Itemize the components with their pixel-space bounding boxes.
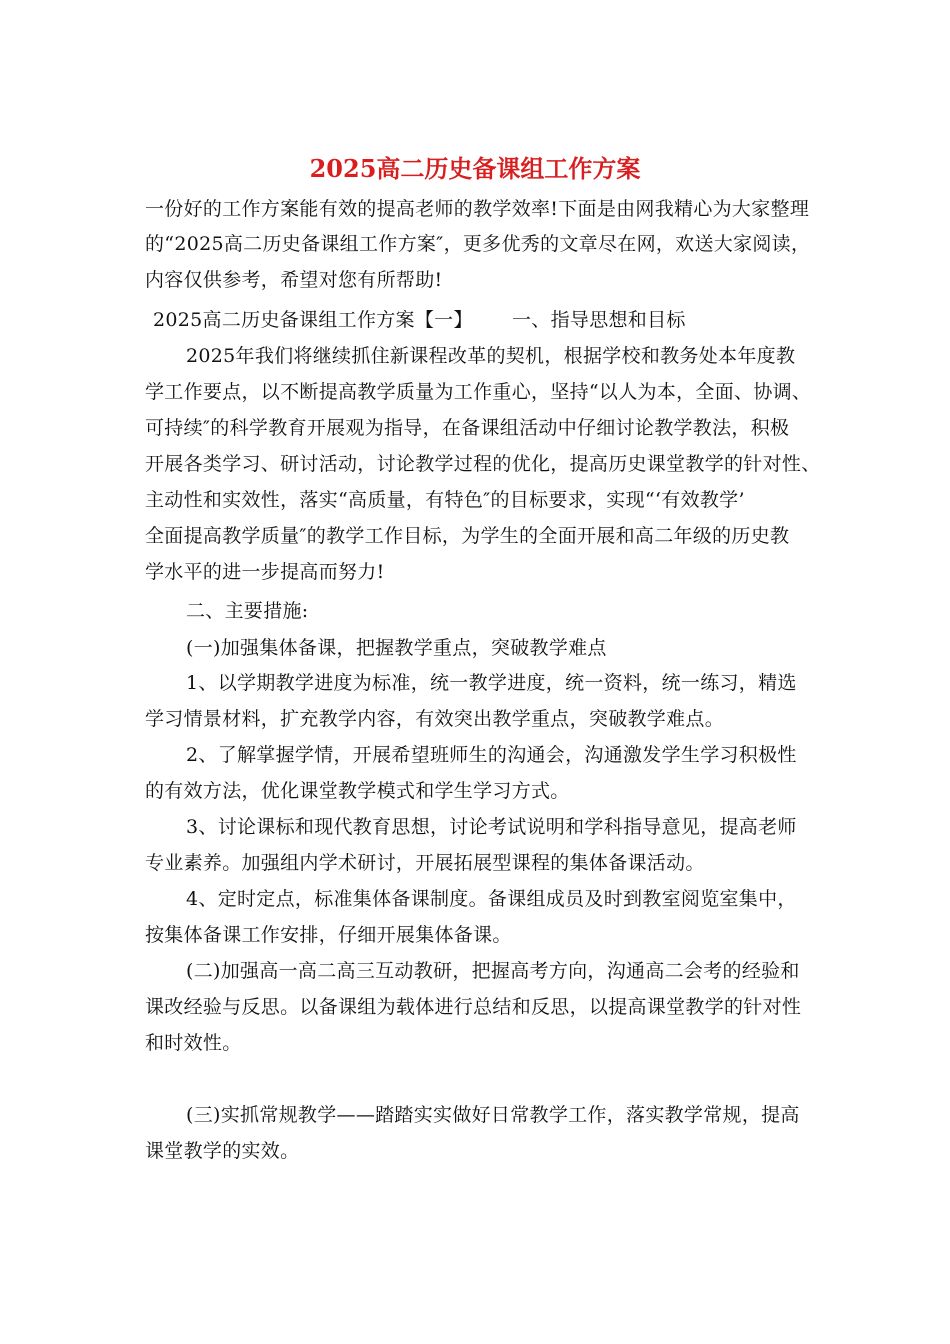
list-item-line: 专业素养。加强组内学术研讨，开展拓展型课程的集体备课活动。 — [145, 852, 705, 874]
document-title: 2025高二历史备课组工作方案 — [309, 154, 641, 183]
subsection-line: (二)加强高一高二高三互动教研，把握高考方向，沟通高二会考的经验和 — [186, 960, 800, 982]
subsection-heading: (一)加强集体备课，把握教学重点，突破教学难点 — [186, 637, 607, 659]
subsection-line: 课改经验与反思。以备课组为载体进行总结和反思，以提高课堂教学的针对性 — [145, 996, 802, 1018]
paragraph-line: 可持续″的科学教育开展观为指导，在备课组活动中仔细讨论教学教法，积极 — [145, 417, 790, 439]
subsection-line: (三)实抓常规教学——踏踏实实做好日常教学工作，落实教学常规，提高 — [186, 1104, 800, 1126]
list-item-line: 2、了解掌握学情，开展希望班师生的沟通会，沟通激发学生学习积极性 — [186, 744, 797, 766]
paragraph-line: 学工作要点，以不断提高教学质量为工作重心，坚持“以人为本，全面、协调、 — [145, 381, 812, 403]
list-item-line: 1、以学期教学进度为标准，统一教学进度，统一资料，统一练习，精选 — [186, 672, 797, 694]
subsection-line: 和时效性。 — [145, 1032, 242, 1054]
paragraph-line: 学水平的进一步提高而努力! — [145, 561, 385, 583]
list-item-line: 的有效方法，优化课堂教学模式和学生学习方式。 — [145, 780, 570, 802]
intro-line: 的“2025高二历史备课组工作方案″，更多优秀的文章尽在网，欢送大家阅读， — [145, 233, 811, 255]
paragraph-line: 2025年我们将继续抓住新课程改革的契机，根据学校和教务处本年度教 — [186, 345, 796, 367]
section-heading: 一、指导思想和目标 — [512, 309, 686, 331]
section-heading: 二、主要措施: — [186, 600, 309, 622]
paragraph-line: 主动性和实效性，落实“高质量，有特色″的目标要求，实现“‘有效教学’ — [145, 489, 745, 511]
subsection-line: 课堂教学的实效。 — [145, 1140, 300, 1162]
list-item-line: 3、讨论课标和现代教育思想，讨论考试说明和学科指导意见，提高老师 — [186, 816, 797, 838]
intro-line: 一份好的工作方案能有效的提高老师的教学效率!下面是由网我精心为大家整理 — [145, 198, 810, 220]
list-item-line: 按集体备课工作安排，仔细开展集体备课。 — [145, 924, 512, 946]
list-item-line: 学习情景材料，扩充教学内容，有效突出教学重点，突破教学难点。 — [145, 708, 725, 730]
paragraph-line: 开展各类学习、研讨活动，讨论教学过程的优化，提高历史课堂教学的针对性、 — [145, 453, 821, 475]
section-label: 2025高二历史备课组工作方案【一】 — [153, 309, 473, 331]
paragraph-line: 全面提高教学质量″的教学工作目标，为学生的全面开展和高二年级的历史教 — [145, 525, 790, 547]
intro-line: 内容仅供参考，希望对您有所帮助! — [145, 269, 443, 291]
list-item-line: 4、定时定点，标准集体备课制度。备课组成员及时到教室阅览室集中， — [186, 888, 797, 910]
